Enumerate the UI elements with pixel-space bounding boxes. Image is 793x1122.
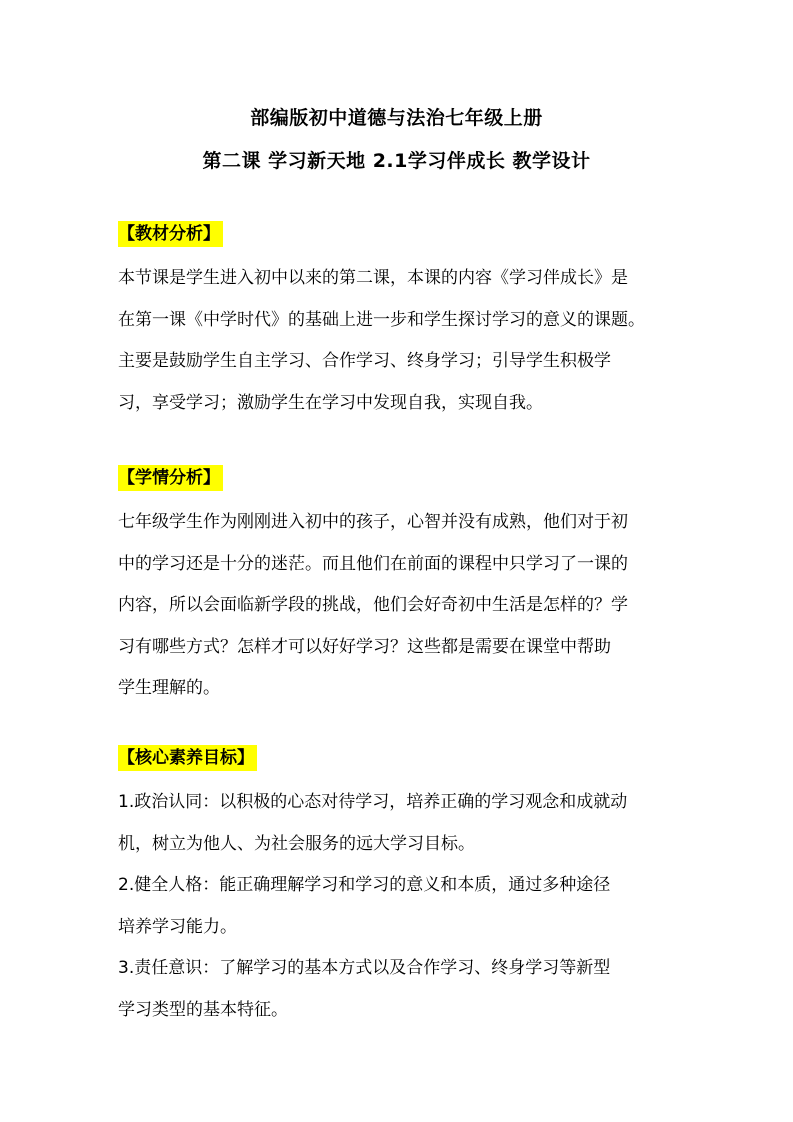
paragraph-line: 2.健全人格：能正确理解学习和学习的意义和本质，通过多种途径 — [118, 875, 611, 895]
paragraph-line: 主要是鼓励学生自主学习、合作学习、终身学习；引导学生积极学 — [118, 351, 611, 371]
section-heading-core-literacy-goals: 【核心素养目标】 — [118, 745, 257, 771]
paragraph-line: 内容，所以会面临新学段的挑战，他们会好奇初中生活是怎样的？学 — [118, 595, 628, 615]
section-body-learner-analysis — [118, 502, 688, 710]
paragraph-line: 学生理解的。 — [118, 678, 220, 698]
paragraph-line: 学习类型的基本特征。 — [118, 999, 288, 1020]
section-body-core-literacy-goals — [118, 782, 688, 1031]
paragraph-line: 习，享受学习；激励学生在学习中发现自我，实现自我。 — [118, 392, 543, 413]
paragraph-line: 机，树立为他人、为社会服务的远大学习目标。 — [118, 833, 475, 854]
section-heading-learner-analysis: 【学情分析】 — [118, 465, 223, 491]
document-title: 部编版初中道德与法治七年级上册 — [250, 107, 543, 129]
paragraph-line: 本节课是学生进入初中以来的第二课，本课的内容《学习伴成长》是 — [118, 268, 628, 288]
paragraph-line: 3.责任意识：了解学习的基本方式以及合作学习、终身学习等新型 — [118, 958, 611, 978]
section-heading-textbook-analysis: 【教材分析】 — [118, 221, 223, 247]
paragraph-line: 1.政治认同：以积极的心态对待学习，培养正确的学习观念和成就动 — [118, 792, 628, 812]
paragraph-line: 习有哪些方式？怎样才可以好好学习？这些都是需要在课堂中帮助 — [118, 636, 611, 657]
section-body-textbook-analysis — [118, 258, 688, 424]
paragraph-line: 在第一课《中学时代》的基础上进一步和学生探讨学习的意义的课题。 — [118, 309, 645, 330]
paragraph-line: 培养学习能力。 — [118, 916, 237, 937]
document-subtitle: 第二课 学习新天地 2.1学习伴成长 教学设计 — [202, 150, 591, 172]
paragraph-line: 中的学习还是十分的迷茫。而且他们在前面的课程中只学习了一课的 — [118, 553, 628, 574]
paragraph-line: 七年级学生作为刚刚进入初中的孩子，心智并没有成熟，他们对于初 — [118, 512, 628, 532]
